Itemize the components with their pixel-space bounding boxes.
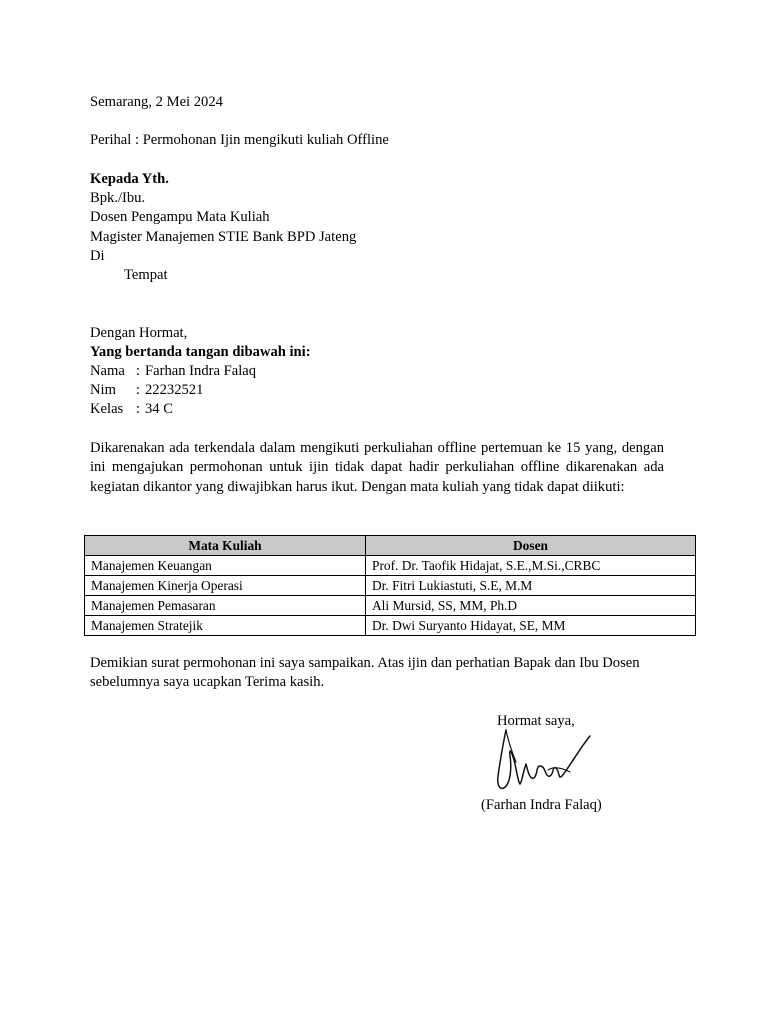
column-header-dosen: Dosen <box>366 536 696 556</box>
lecturer-cell: Dr. Fitri Lukiastuti, S.E, M.M <box>366 576 696 596</box>
sign-off: Hormat saya, <box>497 713 575 729</box>
closing-paragraph-line-2: sebelumnya saya ucapkan Terima kasih. <box>90 674 325 690</box>
identity-value: Farhan Indra Falaq <box>145 363 257 379</box>
course-name-cell: Manajemen Kinerja Operasi <box>85 576 366 596</box>
identity-value: 22232521 <box>145 382 204 398</box>
signer-name: (Farhan Indra Falaq) <box>481 797 602 813</box>
recipient-salutation: Kepada Yth. <box>90 171 169 187</box>
body-paragraph: Dikarenakan ada terkendala dalam mengikuti perkuliahan offline pertemuan ke 15 yang, dengan ini mengajukan permohonan untuk ijin tidak dapat hadir perkuliahan offline dikarenakan ada kegiatan dikantor yang diwajibkan harus ikut. Dengan mata kuliah yang tidak dapat diikuti: <box>90 440 664 495</box>
table-row <box>85 596 696 616</box>
table-row <box>85 576 696 596</box>
table-header-row <box>85 536 696 556</box>
recipient-line-3: Magister Manajemen STIE Bank BPD Jateng <box>90 229 357 245</box>
table-row <box>85 556 696 576</box>
place-date: Semarang, 2 Mei 2024 <box>90 94 223 110</box>
course-table <box>84 535 696 636</box>
course-name-cell: Manajemen Pemasaran <box>85 596 366 616</box>
subject-line: Perihal : Permohonan Ijin mengikuti kuliah Offline <box>90 132 389 148</box>
lecturer-cell: Dr. Dwi Suryanto Hidayat, SE, MM <box>366 616 696 636</box>
identity-label: Nim <box>90 382 116 398</box>
greeting: Dengan Hormat, <box>90 325 188 341</box>
column-header-mata-kuliah: Mata Kuliah <box>85 536 366 556</box>
identity-label: Nama <box>90 363 125 379</box>
handwritten-signature-icon <box>490 726 594 796</box>
identity-row-nim <box>90 381 203 400</box>
recipient-line-1: Bpk./Ibu. <box>90 190 146 206</box>
identity-colon: : <box>136 382 141 398</box>
identity-value: 34 C <box>145 401 173 417</box>
recipient-line-2: Dosen Pengampu Mata Kuliah <box>90 209 270 225</box>
identity-colon: : <box>136 363 141 379</box>
identity-label: Kelas <box>90 401 124 417</box>
identity-row-name <box>90 362 256 381</box>
course-name-cell: Manajemen Keuangan <box>85 556 366 576</box>
table-row <box>85 616 696 636</box>
recipient-line-4: Di <box>90 248 105 264</box>
lecturer-cell: Prof. Dr. Taofik Hidajat, S.E.,M.Si.,CRBC <box>366 556 696 576</box>
undersigned-intro: Yang bertanda tangan dibawah ini: <box>90 344 311 360</box>
identity-colon: : <box>136 401 141 417</box>
recipient-line-5: Tempat <box>124 267 168 283</box>
closing-paragraph-line-1: Demikian surat permohonan ini saya sampaikan. Atas ijin dan perhatian Bapak dan Ibu Dosen <box>90 655 640 671</box>
lecturer-cell: Ali Mursid, SS, MM, Ph.D <box>366 596 696 616</box>
course-name-cell: Manajemen Stratejik <box>85 616 366 636</box>
identity-row-kelas <box>90 400 173 419</box>
